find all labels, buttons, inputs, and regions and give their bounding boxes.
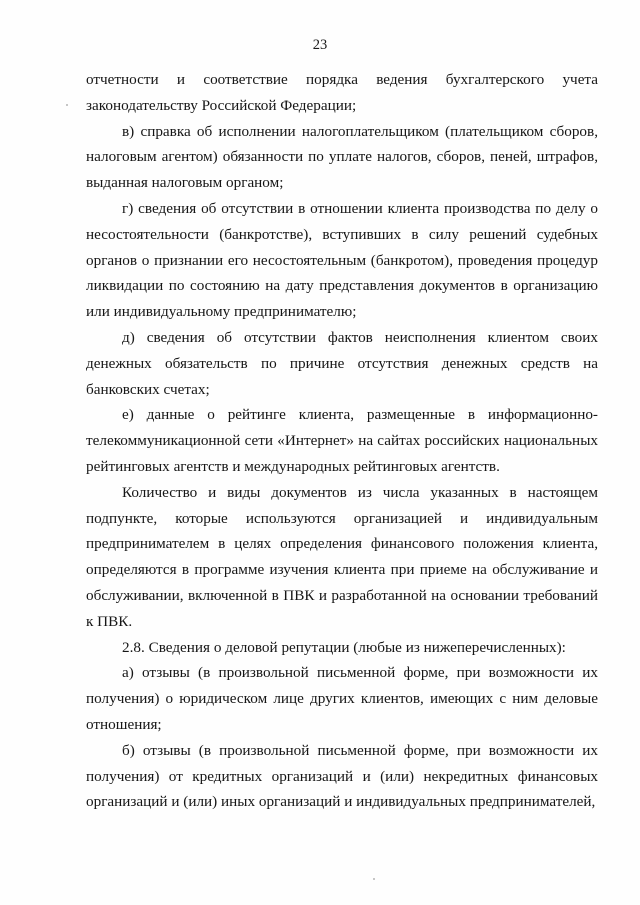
paragraph-item-a: а) отзывы (в произвольной письменной форме, при возможности их получения) о юридическом лице других клиентов, имеющих с ним деловые отношения; bbox=[86, 664, 598, 733]
page-number: 23 bbox=[312, 37, 328, 53]
document-body bbox=[86, 67, 598, 815]
paragraph-item-e: е) данные о рейтинге клиента, размещенные в информационно-телекоммуникационной сети «Интернет» на сайтах российских национальных рейтинговых агентств и международных рейтинговых агентств. bbox=[86, 406, 598, 475]
paragraph-item-v: в) справка об исполнении налогоплательщиком (плательщиком сборов, налоговым агентом) обязанности по уплате налогов, сборов, пеней, штрафов, выданная налоговым органом; bbox=[86, 122, 598, 192]
section-heading-2-8: 2.8. Сведения о деловой репутации (любые из нижеперечисленных): bbox=[122, 638, 566, 656]
scan-speck bbox=[66, 104, 68, 106]
paragraph-item-d: д) сведения об отсутствии фактов неисполнения клиентом своих денежных обязательств по причине отсутствия денежных средств на банковских счетах; bbox=[86, 328, 598, 398]
paragraph-item-b: б) отзывы (в произвольной письменной форме, при возможности их получения) от кредитных организаций и (или) некредитных финансовых организаций и (или) иных организаций и индивидуальных предпринимателей, bbox=[86, 741, 598, 811]
paragraph-item-g: г) сведения об отсутствии в отношении клиента производства по делу о несостоятельности (банкротстве), вступивших в силу решений судебных органов о признании его несостоятельным (банкротом), проведения процедур ликвидации по состоянию на дату представления документов в организацию или индивидуальному предпринимателю; bbox=[86, 199, 598, 321]
paragraph-continuation: отчетности и соответствие порядка ведения бухгалтерского учета законодательству Российской Федерации; bbox=[86, 71, 598, 114]
paragraph-document-count: Количество и виды документов из числа указанных в настоящем подпункте, которые используются организацией и индивидуальным предпринимателем в целях определения финансового положения клиента, определяются в программе изучения клиента при приеме на обслуживание и обслуживании, включенной в ПВК и разработанной на основании требований к ПВК. bbox=[86, 483, 598, 630]
scan-speck bbox=[373, 878, 375, 880]
